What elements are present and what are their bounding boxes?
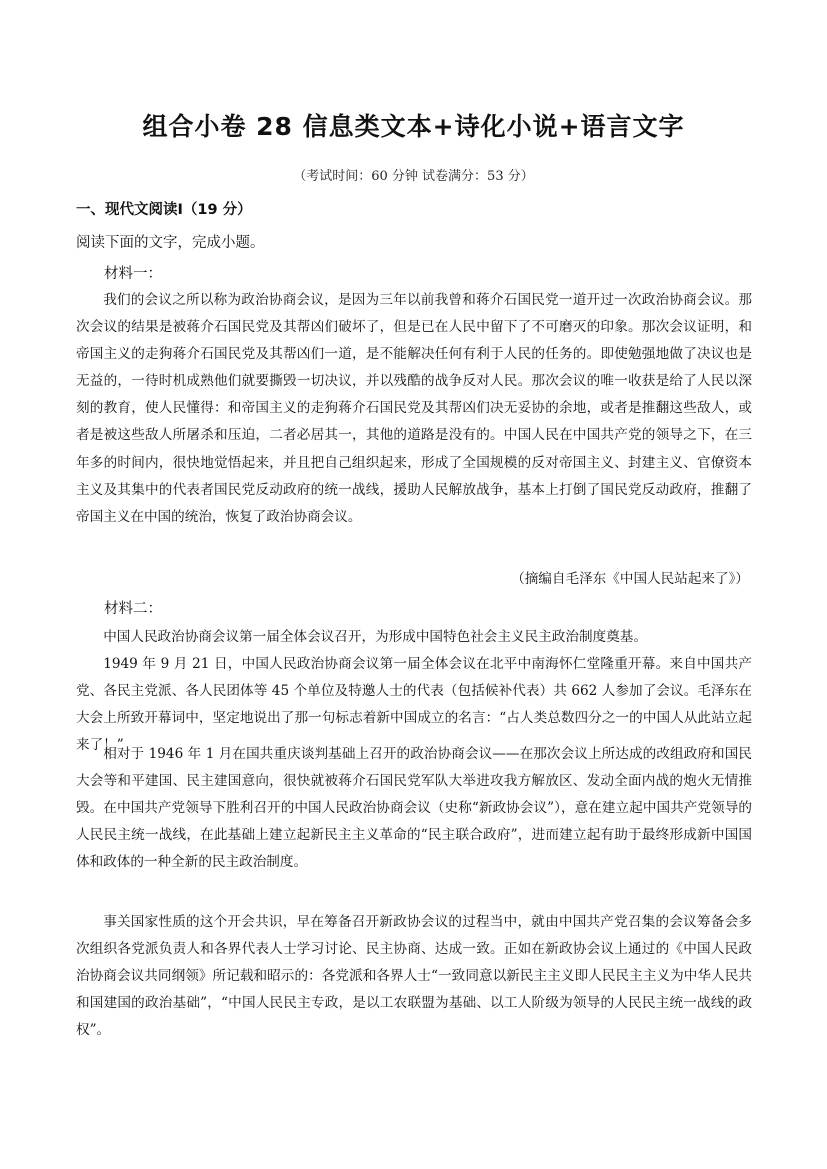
material1-source: （摘编自毛泽东《中国人民站起来了》） — [511, 571, 749, 587]
page-title: 组合小卷 28 信息类文本+诗化小说+语言文字 — [142, 112, 685, 141]
material2-paragraph: 1949 年 9 月 21 日，中国人民政治协商会议第一届全体会议在北平中南海怀仁堂隆重开幕。来自中国共产党、各民主党派、各人民团体等 45 个单位及特邀人士的代表（包括候补代表）共 662 人参加了会议。毛泽东在大会上所致开幕词中，坚定地说出了那一句标志着新中国成立的名言：“占人类总数四分之一的中国人从此站立起来了！” — [76, 656, 752, 754]
material2-paragraph: 中国人民政治协商会议第一届全体会议召开，为形成中国特色社会主义民主政治制度奠基。 — [103, 629, 647, 645]
exam-info: （考试时间：60 分钟 试卷满分：53 分） — [293, 169, 534, 184]
material2-paragraph: 事关国家性质的这个开会共识，早在筹备召开新政协会议的过程当中，就由中国共产党召集的会议筹备会多次组织各党派负责人和各界代表人士学习讨论、民主协商、达成一致。正如在新政协会议上通过的《中国人民政治协商会议共同纲领》所记载和昭示的：各党派和各界人士“一致同意以新民主主义即人民民主主义为中华人民共和国建国的政治基础”，“中国人民民主专政，是以工农联盟为基础、以工人阶级为领导的人民民主统一战线的政权”。 — [76, 914, 752, 1039]
material2-label: 材料二： — [104, 601, 162, 617]
material2-paragraph: 相对于 1946 年 1 月在国共重庆谈判基础上召开的政治协商会议——在那次会议上所达成的改组政府和国民大会等和平建国、民主建国意向，很快就被蒋介石国民党军队大举进攻我方解放区、发动全面内战的炮火无情推毁。在中国共产党领导下胜利召开的中国人民政治协商会议（史称“新政协会议”），意在建立起中国共产党领导的人民民主统一战线，在此基础上建立起新民主主义革命的“民主联合政府”，进而建立起有助于最终形成新中国国体和政体的一种全新的民主政治制度。 — [76, 746, 752, 871]
material1-paragraph: 我们的会议之所以称为政治协商会议，是因为三年以前我曾和蒋介石国民党一道开过一次政治协商会议。那次会议的结果是被蒋介石国民党及其帮凶们破坏了，但是已在人民中留下了不可磨灭的印象。那次会议证明，和帝国主义的走狗蒋介石国民党及其帮凶们一道，是不能解决任何有利于人民的任务的。即使勉强地做了决议也是无益的，一待时机成熟他们就要撕毁一切决议，并以残酷的战争反对人民。那次会议的唯一收获是给了人民以深刻的教育，使人民懂得：和帝国主义的走狗蒋介石国民党及其帮凶们决无妥协的余地，或者是推翻这些敌人，或者是被这些敌人所屠杀和压迫，二者必居其一，其他的道路是没有的。中国人民在中国共产党的领导之下，在三年多的时间内，很快地觉悟起来，并且把自己组织起来，形成了全国规模的反对帝国主义、封建主义、官僚资本主义及其集中的代表者国民党反动政府的统一战线，援助人民解放战争，基本上打倒了国民党反动政府，推翻了帝国主义在中国的统治，恢复了政治协商会议。 — [76, 292, 752, 525]
material1-label: 材料一： — [104, 266, 162, 282]
section-heading: 一、现代文阅读Ⅰ（19 分） — [76, 202, 252, 218]
reading-instruction: 阅读下面的文字，完成小题。 — [76, 235, 265, 251]
